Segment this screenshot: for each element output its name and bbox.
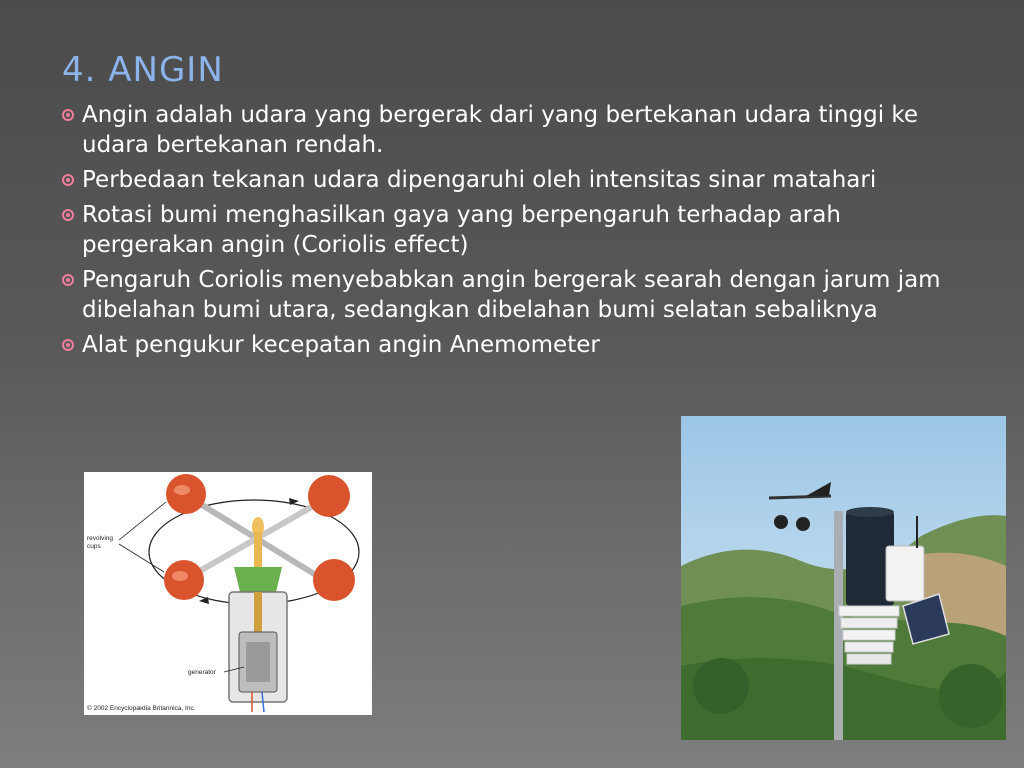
label-revolving: revolving bbox=[87, 535, 114, 542]
rain-collector-top bbox=[846, 507, 894, 517]
circle-bullet-icon bbox=[62, 209, 74, 221]
console-box bbox=[886, 546, 924, 601]
bullet-text: Perbedaan tekanan udara dipengaruhi oleh intensitas sinar matahari bbox=[82, 167, 877, 193]
anemometer-illustration bbox=[84, 472, 372, 715]
slide-title: 4. ANGIN bbox=[62, 50, 224, 90]
bullet-item bbox=[62, 330, 972, 360]
mount-bracket bbox=[234, 567, 282, 592]
copyright-text: © 2002 Encyclopædia Britannica, Inc. bbox=[87, 705, 196, 712]
cup bbox=[313, 559, 355, 601]
label-generator: generator bbox=[188, 669, 216, 676]
pointer-line bbox=[119, 502, 166, 540]
shaft-lower bbox=[254, 592, 262, 632]
bullet-item bbox=[62, 265, 972, 325]
anemometer-cup bbox=[796, 517, 810, 531]
bullet-list bbox=[62, 100, 972, 365]
wind-vane-arm bbox=[769, 496, 831, 498]
weather-station-picture bbox=[681, 416, 1006, 740]
bullet-text: Rotasi bumi menghasilkan gaya yang berpengaruh terhadap arah pergerakan angin (Coriolis effect) bbox=[82, 202, 841, 258]
circle-bullet-icon bbox=[62, 109, 74, 121]
radiation-shield bbox=[839, 606, 899, 664]
circle-bullet-icon bbox=[62, 339, 74, 351]
weather-station-photo bbox=[681, 416, 1006, 740]
pointer-line bbox=[119, 544, 164, 572]
bullet-item bbox=[62, 200, 972, 260]
cup bbox=[308, 475, 350, 517]
circle-bullet-icon bbox=[62, 274, 74, 286]
label-cups: cups bbox=[87, 543, 101, 550]
generator-core bbox=[246, 642, 270, 682]
circle-bullet-icon bbox=[62, 174, 74, 186]
anemometer-diagram bbox=[84, 472, 372, 715]
anemometer-cup bbox=[774, 515, 788, 529]
cup-highlight bbox=[172, 571, 188, 581]
bullet-item bbox=[62, 100, 972, 160]
bullet-text: Alat pengukur kecepatan angin Anemometer bbox=[82, 332, 600, 358]
shrub bbox=[939, 664, 1003, 728]
shrub bbox=[693, 658, 749, 714]
bullet-text: Pengaruh Coriolis menyebabkan angin bergerak searah dengan jarum jam dibelahan bumi utara, sedangkan dibelahan bumi selatan sebaliknya bbox=[82, 267, 941, 323]
bullet-text: Angin adalah udara yang bergerak dari yang bertekanan udara tinggi ke udara bertekanan rendah. bbox=[82, 102, 919, 158]
cup-highlight bbox=[174, 485, 190, 495]
bullet-item bbox=[62, 165, 972, 195]
